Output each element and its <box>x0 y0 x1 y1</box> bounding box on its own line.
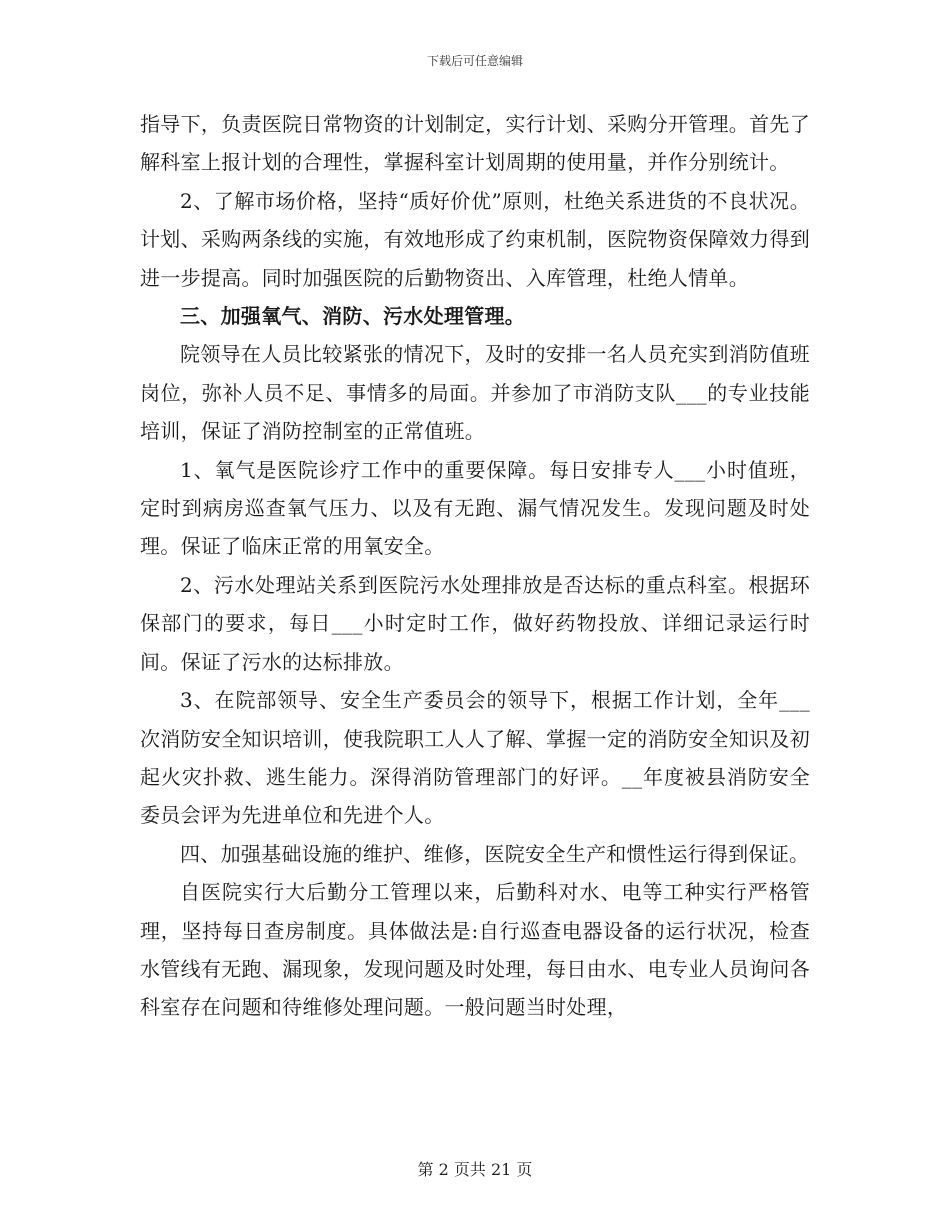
paragraph-1: 指导下，负责医院日常物资的计划制定，实行计划、采购分开管理。首先了解科室上报计划的合理性，掌握科室计划周期的使用量，并作分别统计。 <box>140 112 810 175</box>
page-header: 下载后可任意编辑 <box>426 54 523 68</box>
section-heading-4: 四、加强基础设施的维护、维修，医院安全生产和惯性运行得到保证。 <box>180 841 810 866</box>
paragraph-5: 1、氧气是医院诊疗工作中的重要保障。每日安排专人___小时值班，定时到病房巡查氧气压力、以及有无跑、漏气情况发生。发现问题及时处理。保证了临床正常的用氧安全。 <box>140 457 810 559</box>
paragraph-6: 2、污水处理站关系到医院污水处理排放是否达标的重点科室。根据环保部门的要求，每日___小时定时工作，做好药物投放、详细记录运行时间。保证了污水的达标排放。 <box>140 572 810 674</box>
paragraph-9: 自医院实行大后勤分工管理以来，后勤科对水、电等工种实行严格管理，坚持每日查房制度。具体做法是:自行巡查电器设备的运行状况，检查水管线有无跑、漏现象，发现问题及时处理，每日由水、电专业人员询问各科室存在问题和待维修处理问题。一般问题当时处理， <box>140 880 810 1020</box>
page-number: 第 2 页共 21 页 <box>417 1160 533 1179</box>
paragraph-2: 2、了解市场价格，坚持“质好价优”原则，杜绝关系进货的不良状况。计划、采购两条线的实施，有效地形成了约束机制，医院物资保障效力得到进一步提高。同时加强医院的后勤物资出、入库管理，杜绝人情单。 <box>140 188 810 290</box>
paragraph-4: 院领导在人员比较紧张的情况下，及时的安排一名人员充实到消防值班岗位，弥补人员不足、事情多的局面。并参加了市消防支队___的专业技能培训，保证了消防控制室的正常值班。 <box>140 342 810 444</box>
paragraph-7: 3、在院部领导、安全生产委员会的领导下，根据工作计划，全年___次消防安全知识培训，使我院职工人人了解、掌握一定的消防安全知识及初起火灾扑救、逃生能力。深得消防管理部门的好评。__年度被县消防安全委员会评为先进单位和先进个人。 <box>140 688 810 828</box>
document-body <box>140 105 810 1027</box>
section-heading-3: 三、加强氧气、消防、污水处理管理。 <box>180 304 526 329</box>
